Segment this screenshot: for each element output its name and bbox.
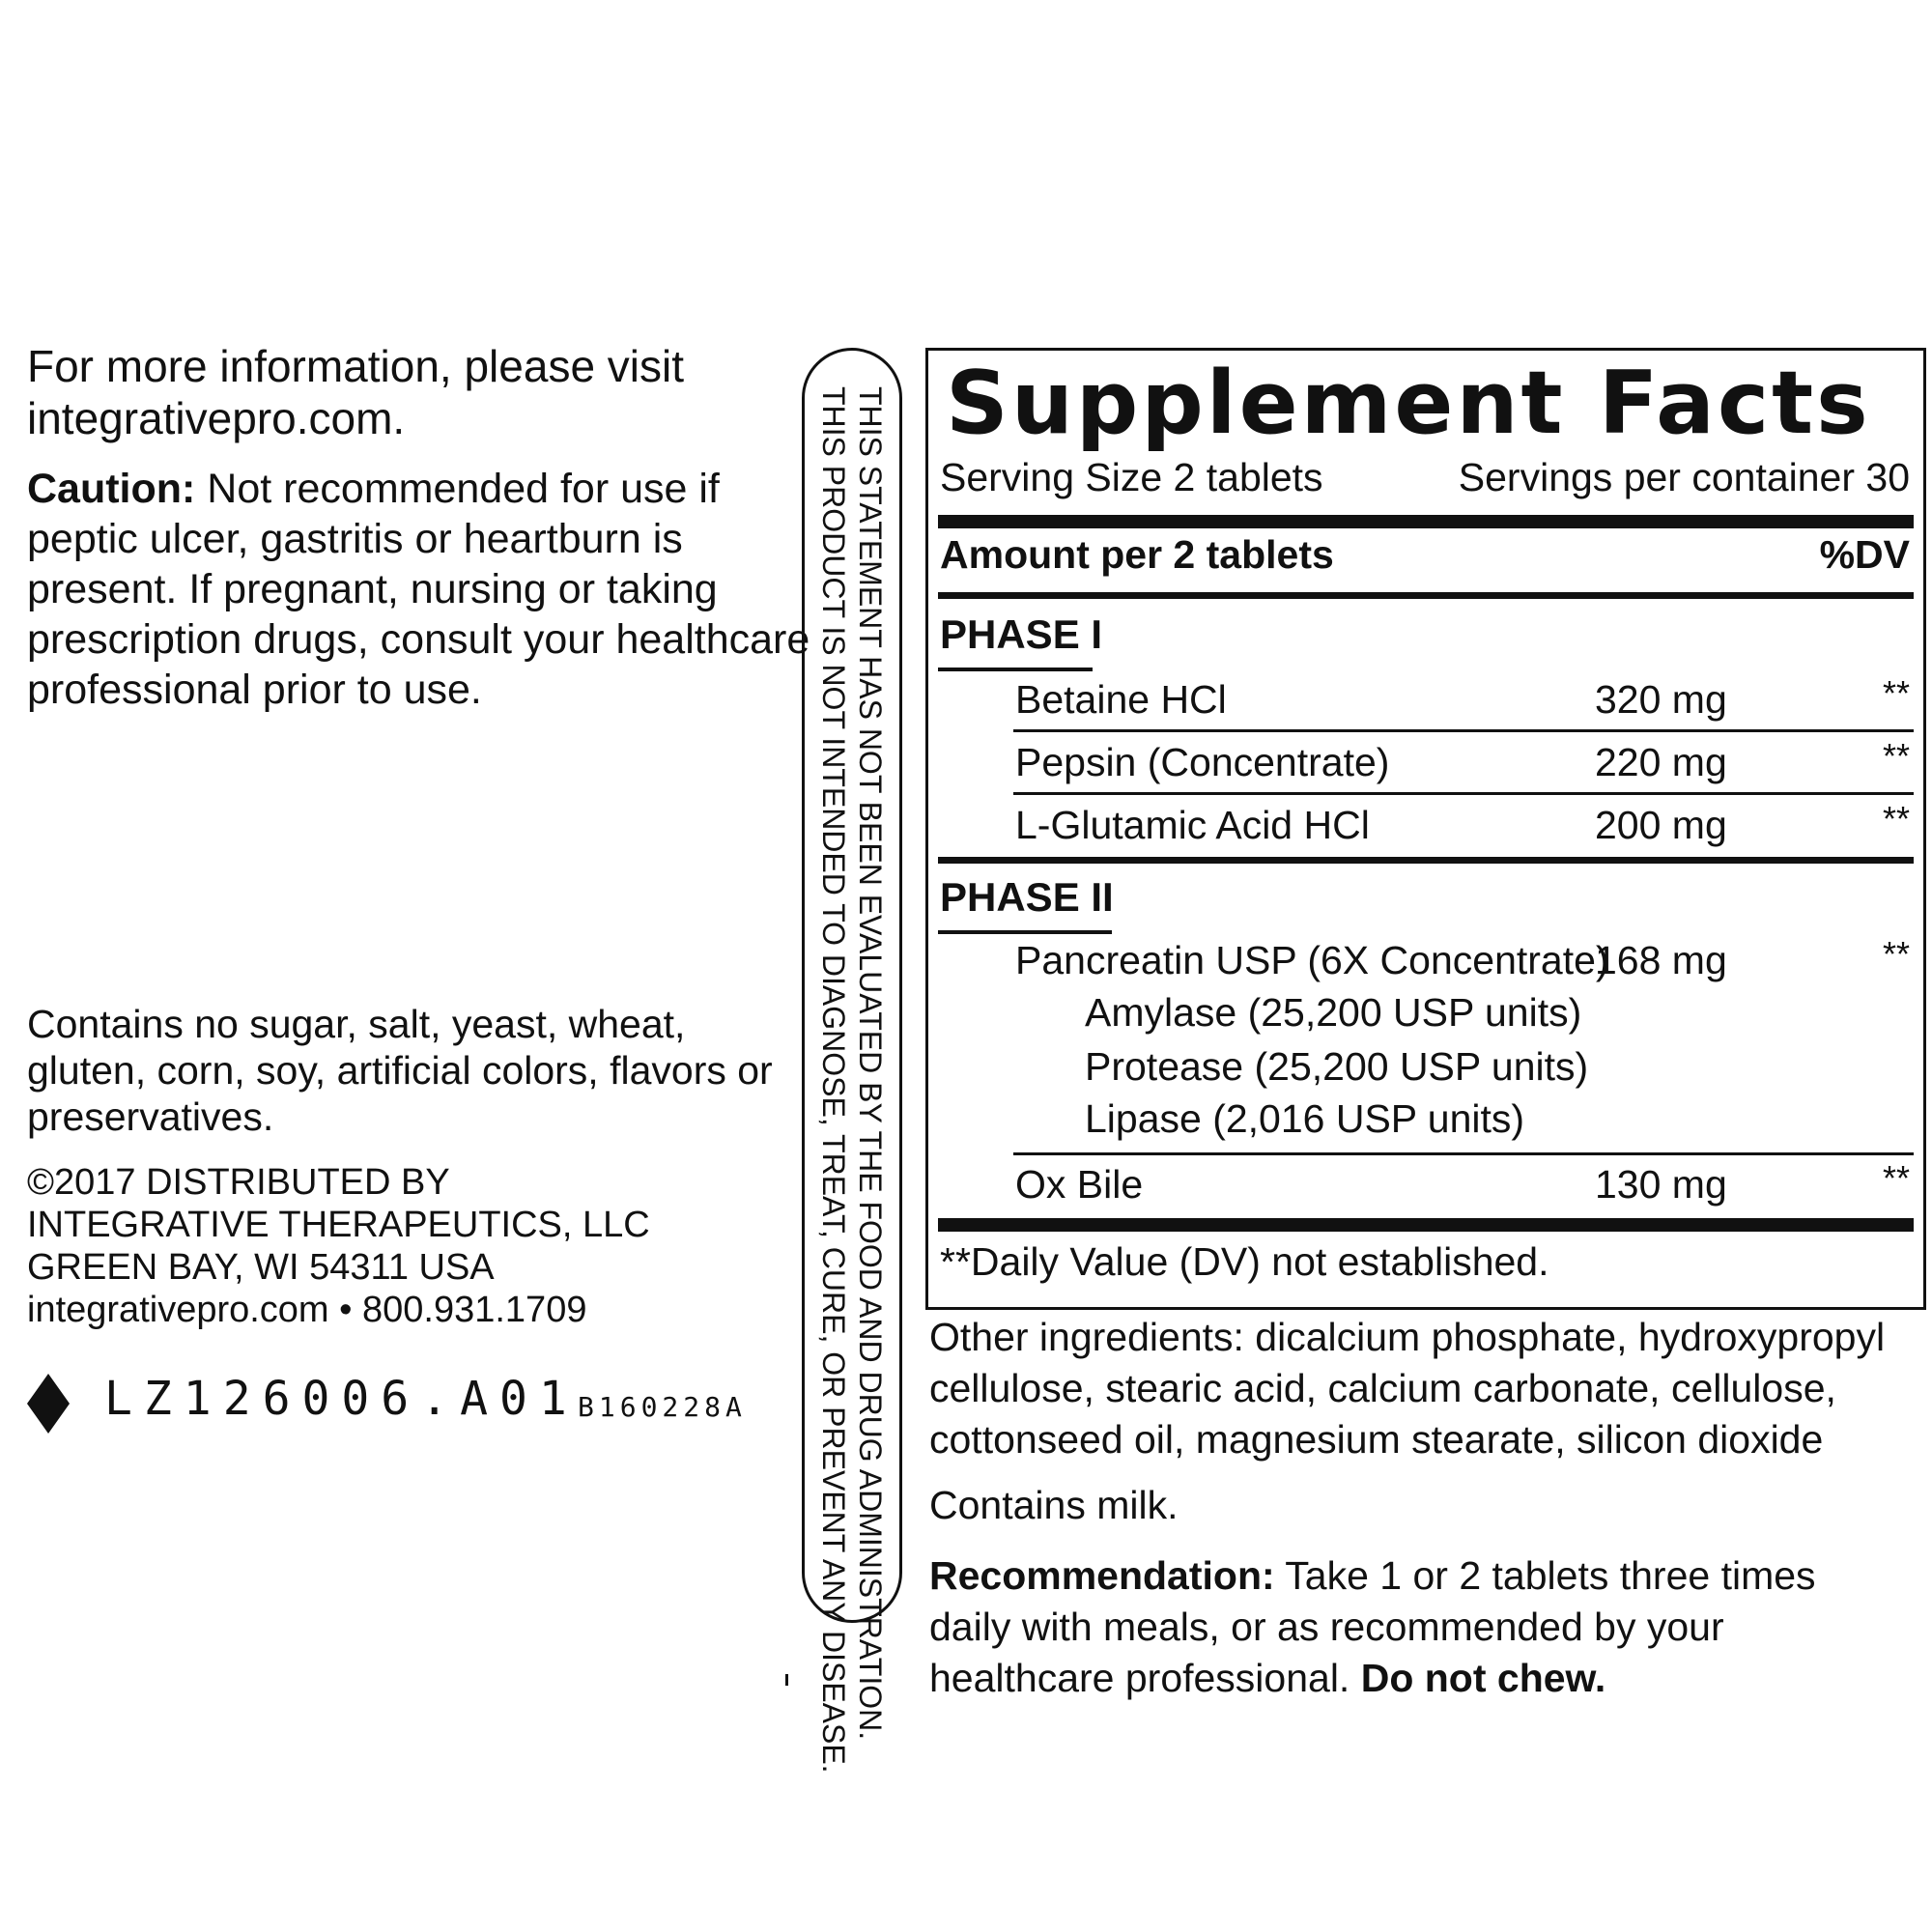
ingredient-amount: 130 mg — [1595, 1162, 1727, 1207]
servings-per-container: Servings per container 30 — [1458, 455, 1910, 499]
ingredient-dv: ** — [1882, 736, 1910, 776]
phase-2-label: PHASE II — [940, 874, 1114, 920]
do-not-chew-warning: Do not chew. — [1360, 1656, 1606, 1700]
caution-line: peptic ulcer, gastritis or heartburn is — [27, 516, 683, 562]
ingredient-name: Betaine HCl — [1015, 677, 1227, 722]
allergen-line: gluten, corn, soy, artificial colors, flavors or — [27, 1048, 773, 1093]
phase-2-underline — [938, 930, 1112, 934]
header-divider — [938, 592, 1914, 599]
allergen-line: preservatives. — [27, 1094, 274, 1139]
ingredient-amount: 320 mg — [1595, 677, 1727, 722]
caution-line: present. If pregnant, nursing or taking — [27, 566, 718, 612]
ingredient-name: Pancreatin USP (6X Concentrate) — [1015, 938, 1609, 982]
row-divider — [1013, 1152, 1914, 1155]
caution-text — [27, 464, 810, 715]
phase-1-label: PHASE I — [940, 611, 1103, 657]
recommendation-text — [929, 1550, 1924, 1704]
ingredient-dv: ** — [1882, 673, 1910, 713]
row-divider — [1013, 792, 1914, 795]
distributor-block — [27, 1161, 761, 1331]
enzyme-subitem: Lipase (2,016 USP units) — [1085, 1096, 1525, 1141]
caution-line: Not recommended for use if — [195, 466, 720, 512]
allergen-free-text — [27, 1001, 773, 1140]
recommendation-line: Take 1 or 2 tablets three times — [1274, 1553, 1816, 1598]
ingedient-dv: ** — [1882, 1158, 1910, 1198]
lot-code-row — [27, 1370, 790, 1447]
contains-milk: Contains milk. — [929, 1483, 1179, 1527]
serving-size: Serving Size 2 tablets — [940, 455, 1323, 499]
distributor-contact: integrativepro.com • 800.931.1709 — [27, 1290, 587, 1330]
ingredient-amount: 168 mg — [1595, 938, 1727, 982]
row-divider — [1013, 729, 1914, 732]
phase-1-underline — [938, 668, 1093, 671]
other-ingredients-line: cellulose, stearic acid, calcium carbonate, cellulose, — [929, 1366, 1836, 1410]
allergen-line: Contains no sugar, salt, yeast, wheat, — [27, 1002, 686, 1046]
ingredient-dv: ** — [1882, 799, 1910, 838]
dv-header: %DV — [1819, 532, 1910, 577]
enzyme-subitem: Amylase (25,200 USP units) — [1085, 990, 1582, 1035]
batch-code: B160228A — [578, 1391, 747, 1423]
caution-line: prescription drugs, consult your healthcare — [27, 616, 810, 663]
more-info-text — [27, 340, 761, 444]
ingredient-dv: ** — [1882, 934, 1910, 974]
enzyme-subitem: Protease (25,200 USP units) — [1085, 1044, 1589, 1089]
lot-code: LZ126006.A01 — [104, 1372, 579, 1426]
ingredient-name: L-Glutamic Acid HCl — [1015, 803, 1370, 847]
dv-footnote: **Daily Value (DV) not established. — [940, 1239, 1549, 1284]
print-mark — [785, 1674, 788, 1686]
phase-divider — [938, 857, 1914, 864]
amount-header: Amount per 2 tablets — [940, 532, 1334, 577]
distributor-line: INTEGRATIVE THERAPEUTICS, LLC — [27, 1205, 650, 1245]
recommendation-line: healthcare professional. — [929, 1656, 1361, 1700]
fda-disclaimer-box — [802, 348, 902, 1774]
ingredient-amount: 200 mg — [1595, 803, 1727, 847]
ingredient-amount: 220 mg — [1595, 740, 1727, 784]
fda-disclaimer-text — [815, 386, 889, 1774]
thick-divider — [938, 515, 1914, 528]
recommendation-line: daily with meals, or as recommended by your — [929, 1605, 1724, 1649]
ingredient-name: Ox Bile — [1015, 1162, 1144, 1207]
diamond-icon — [27, 1374, 70, 1434]
other-ingredients-line: cottonseed oil, magnesium stearate, silicon dioxide — [929, 1417, 1824, 1462]
thick-divider — [938, 1218, 1914, 1232]
other-ingredients-line: Other ingredients: dicalcium phosphate, hydroxypropyl — [929, 1315, 1886, 1359]
other-ingredients — [929, 1312, 1924, 1465]
caution-label: Caution: — [27, 466, 196, 512]
recommendation-label: Recommendation: — [929, 1553, 1275, 1598]
distributor-line: ©2017 DISTRIBUTED BY — [27, 1162, 450, 1203]
supplement-facts-title: Supplement Facts — [946, 353, 1871, 454]
website-link[interactable]: integrativepro.com. — [27, 393, 406, 443]
fda-line-2: THIS PRODUCT IS NOT INTENDED TO DIAGNOSE, TREAT, CURE, OR PREVENT ANY DISEASE. — [816, 386, 851, 1774]
fda-line-1: THIS STATEMENT HAS NOT BEEN EVALUATED BY THE FOOD AND DRUG ADMINISTRATION. — [853, 386, 888, 1741]
ingredient-name: Pepsin (Concentrate) — [1015, 740, 1390, 784]
caution-line: professional prior to use. — [27, 667, 482, 713]
distributor-line: GREEN BAY, WI 54311 USA — [27, 1247, 495, 1288]
info-line: For more information, please visit — [27, 341, 685, 391]
supplement-facts-panel — [925, 348, 1926, 1310]
